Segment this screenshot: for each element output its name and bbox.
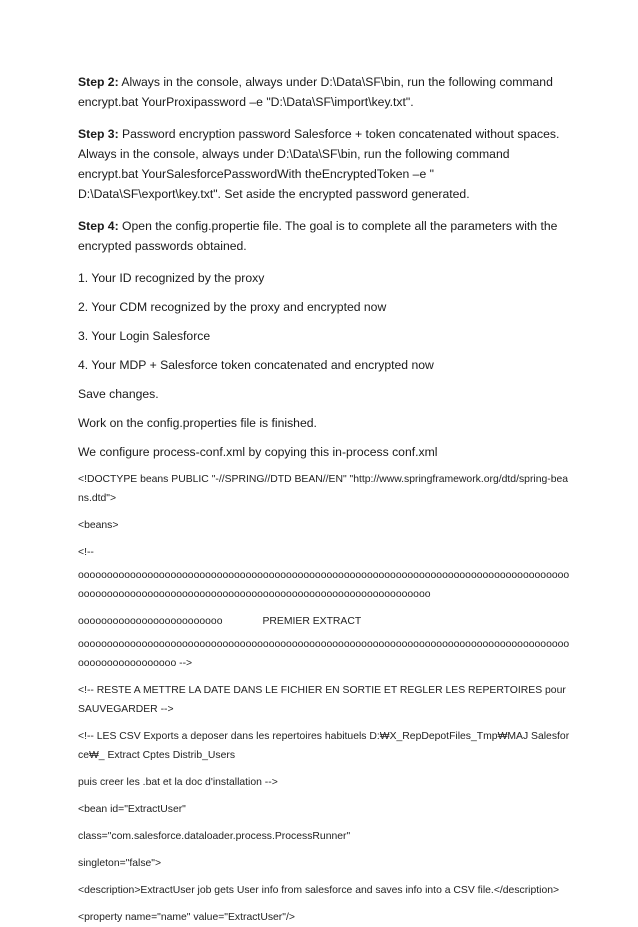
code-beans-open: <beans> bbox=[78, 520, 119, 531]
step-3-paragraph bbox=[78, 124, 570, 204]
step-4-text: Open the config.propertie file. The goal is to complete all the parameters with the encrypted passwords obtained. bbox=[78, 219, 558, 253]
step-2-label: Step 2: bbox=[78, 75, 119, 89]
code-description: <description>ExtractUser job gets User info from salesforce and saves info into a CSV file.</description> bbox=[78, 885, 560, 896]
code-comment-csv: <!-- LES CSV Exports a deposer dans les repertoires habituels D:₩X_RepDepotFiles_Tmp₩MAJ Salesforce₩_ Extract Cptes Distrib_Users bbox=[78, 731, 570, 761]
code-comment-reste: <!-- RESTE A METTRE LA DATE DANS LE FICHIER EN SORTIE ET REGLER LES REPERTOIRES pour SAUVEGARDER --> bbox=[78, 685, 566, 715]
code-premier-line bbox=[78, 612, 570, 631]
step-3-label: Step 3: bbox=[78, 127, 119, 141]
code-o-line-2: ooooooooooooooooooooooooo bbox=[78, 616, 223, 627]
code-bean-id: <bean id="ExtractUser" bbox=[78, 804, 186, 815]
save-changes-text: Save changes. bbox=[78, 387, 159, 401]
code-property-name: <property name="name" value="ExtractUser"/> bbox=[78, 912, 295, 923]
list-item-2: 2. Your CDM recognized by the proxy and encrypted now bbox=[78, 300, 387, 314]
code-premier-extract: PREMIER EXTRACT bbox=[262, 616, 362, 627]
configure-text: We configure process-conf.xml by copying this in-process conf.xml bbox=[78, 445, 438, 459]
list-item-1: 1. Your ID recognized by the proxy bbox=[78, 271, 265, 285]
code-bean-class: class="com.salesforce.dataloader.process.ProcessRunner" bbox=[78, 831, 351, 842]
code-o-line-1: oooooooooooooooooooooooooooooooooooooooooooooooooooooooooooooooooooooooooooooooooooooooooooooooooooooooooooooooooooooooooooooooooooooooooooooooooo bbox=[78, 570, 570, 600]
code-comment-open: <!-- bbox=[78, 547, 94, 558]
step-2-text: Always in the console, always under D:\Data\SF\bin, run the following command encrypt.bat YourProxipassword –e "D:\Data\SF\import\key.txt". bbox=[78, 75, 553, 109]
list-item-4: 4. Your MDP + Salesforce token concatenated and encrypted now bbox=[78, 358, 434, 372]
list-item-3: 3. Your Login Salesforce bbox=[78, 329, 211, 343]
step-2-paragraph bbox=[78, 72, 570, 112]
finished-text: Work on the config.properties file is finished. bbox=[78, 416, 317, 430]
code-o-line-3: oooooooooooooooooooooooooooooooooooooooooooooooooooooooooooooooooooooooooooooooooooooooooooooooooooooo --> bbox=[78, 639, 570, 669]
step-4-label: Step 4: bbox=[78, 219, 119, 233]
step-3-text: Password encryption password Salesforce + token concatenated without spaces. Always in the console, always under D:\Data\SF\bin, run the following command encrypt.bat YourSalesforcePasswordWith theEncryptedToken –e " D:\Data\SF\export\key.txt". Set aside the encrypted password generated. bbox=[78, 127, 560, 201]
code-comment-puis: puis creer les .bat et la doc d'installation --> bbox=[78, 777, 278, 788]
code-bean-singleton: singleton="false"> bbox=[78, 858, 162, 869]
code-doctype: <!DOCTYPE beans PUBLIC "-//SPRING//DTD BEAN//EN" "http://www.springframework.org/dtd/spring-beans.dtd"> bbox=[78, 474, 569, 504]
step-4-paragraph bbox=[78, 216, 570, 256]
